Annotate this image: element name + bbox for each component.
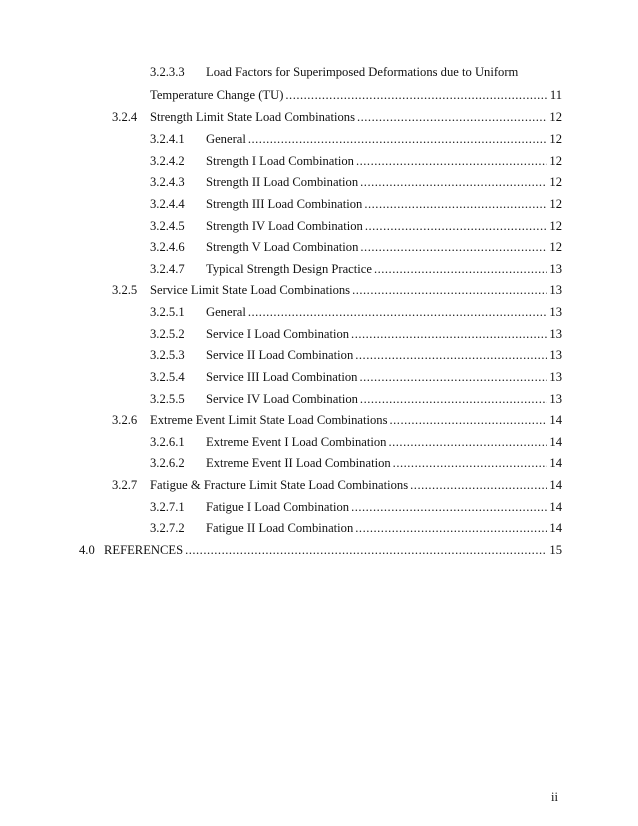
toc-entry[interactable] xyxy=(0,432,638,452)
toc-page-number: 14 xyxy=(549,500,562,514)
toc-section-number: 3.2.5.3 xyxy=(150,348,185,362)
dot-leader xyxy=(374,259,547,279)
toc-page-number: 11 xyxy=(549,88,562,102)
dot-leader xyxy=(357,107,547,127)
toc-section-number: 3.2.7.2 xyxy=(150,521,185,535)
toc-section-number: 4.0 xyxy=(79,543,95,557)
toc-page-number: 13 xyxy=(549,370,562,384)
toc-page-number: 14 xyxy=(549,456,562,470)
toc-entry[interactable] xyxy=(0,172,638,192)
toc-section-number: 3.2.4.5 xyxy=(150,219,185,233)
toc-section-number: 3.2.4.6 xyxy=(150,240,185,254)
toc-section-number: 3.2.4.4 xyxy=(150,197,185,211)
toc-page-number: 12 xyxy=(549,175,562,189)
toc-section-number: 3.2.5.5 xyxy=(150,392,185,406)
dot-leader xyxy=(185,540,547,560)
toc-entry[interactable] xyxy=(0,497,638,517)
toc-entry[interactable] xyxy=(0,151,638,171)
toc-entry[interactable] xyxy=(0,367,638,387)
dot-leader xyxy=(410,475,547,495)
dot-leader xyxy=(356,151,547,171)
toc-title: Extreme Event Limit State Load Combinations xyxy=(150,413,388,427)
toc-section-number: 3.2.4 xyxy=(112,110,138,124)
toc-title: Fatigue I Load Combination xyxy=(206,500,350,514)
toc-entry[interactable] xyxy=(0,475,638,495)
toc-title: Fatigue II Load Combination xyxy=(206,521,354,535)
toc-title: Extreme Event I Load Combination xyxy=(206,435,387,449)
toc-title: Service I Load Combination xyxy=(206,327,350,341)
toc-entry[interactable] xyxy=(0,518,638,538)
toc-title: Extreme Event II Load Combination xyxy=(206,456,391,470)
dot-leader xyxy=(360,389,547,409)
dot-leader xyxy=(365,216,548,236)
toc-page-number: 15 xyxy=(549,543,562,557)
toc-section-number: 3.2.3.3 xyxy=(150,65,185,79)
toc-entry[interactable] xyxy=(0,345,638,365)
dot-leader xyxy=(351,324,547,344)
toc-title: Service Limit State Load Combinations xyxy=(150,283,351,297)
toc-page-number: 12 xyxy=(549,110,562,124)
toc-page-number: 14 xyxy=(549,435,562,449)
toc-page-number: 12 xyxy=(549,197,562,211)
toc-page-number: 14 xyxy=(549,478,562,492)
toc-entry[interactable] xyxy=(0,85,638,105)
toc-page-number: 12 xyxy=(549,154,562,168)
toc-entry[interactable] xyxy=(0,540,638,560)
toc-title: Service III Load Combination xyxy=(206,370,358,384)
toc-entry[interactable] xyxy=(0,194,638,214)
dot-leader xyxy=(360,237,547,257)
dot-leader xyxy=(352,280,547,300)
toc-entry[interactable] xyxy=(0,389,638,409)
toc-section-number: 3.2.7.1 xyxy=(150,500,185,514)
toc-page-number: 14 xyxy=(549,413,562,427)
toc-entry[interactable] xyxy=(0,62,638,82)
toc-page-number: 12 xyxy=(549,240,562,254)
toc-entry[interactable] xyxy=(0,453,638,473)
dot-leader xyxy=(351,497,547,517)
toc-title: Service II Load Combination xyxy=(206,348,354,362)
page-number: ii xyxy=(551,790,558,804)
toc-title: General xyxy=(206,132,246,146)
toc-title: Service IV Load Combination xyxy=(206,392,358,406)
toc-entry[interactable] xyxy=(0,259,638,279)
toc-entry[interactable] xyxy=(0,324,638,344)
toc-section-number: 3.2.4.1 xyxy=(150,132,185,146)
toc-title: Typical Strength Design Practice xyxy=(206,262,372,276)
toc-entry[interactable] xyxy=(0,107,638,127)
toc-entry[interactable] xyxy=(0,129,638,149)
toc-section-number: 3.2.7 xyxy=(112,478,138,492)
toc-page-number: 13 xyxy=(549,283,562,297)
dot-leader xyxy=(355,345,547,365)
toc-title: Strength II Load Combination xyxy=(206,175,359,189)
dot-leader xyxy=(248,129,548,149)
toc-page-number: 13 xyxy=(549,392,562,406)
toc-section-number: 3.2.5.4 xyxy=(150,370,185,384)
toc-title: REFERENCES xyxy=(104,543,184,557)
toc-page-number: 14 xyxy=(549,521,562,535)
toc-page-number: 12 xyxy=(549,219,562,233)
dot-leader xyxy=(248,302,548,322)
toc-entry[interactable] xyxy=(0,280,638,300)
toc-title: Strength IV Load Combination xyxy=(206,219,363,233)
toc-title: Fatigue & Fracture Limit State Load Combinations xyxy=(150,478,409,492)
dot-leader xyxy=(359,367,547,387)
dot-leader xyxy=(364,194,547,214)
dot-leader xyxy=(360,172,547,192)
toc-section-number: 3.2.6 xyxy=(112,413,138,427)
dot-leader xyxy=(355,518,547,538)
toc-title: Strength V Load Combination xyxy=(206,240,359,254)
toc-title: Temperature Change (TU) xyxy=(150,88,284,102)
toc-section-number: 3.2.4.3 xyxy=(150,175,185,189)
toc-section-number: 3.2.4.7 xyxy=(150,262,185,276)
toc-section-number: 3.2.5.2 xyxy=(150,327,185,341)
dot-leader xyxy=(388,432,547,452)
toc-entry[interactable] xyxy=(0,410,638,430)
toc-section-number: 3.2.5 xyxy=(112,283,138,297)
toc-section-number: 3.2.6.1 xyxy=(150,435,185,449)
toc-title: Strength I Load Combination xyxy=(206,154,354,168)
dot-leader xyxy=(393,453,548,473)
toc-section-number: 3.2.4.2 xyxy=(150,154,185,168)
toc-page-number: 13 xyxy=(549,348,562,362)
toc-page-number: 13 xyxy=(549,305,562,319)
toc-entry[interactable] xyxy=(0,237,638,257)
toc-title: Load Factors for Superimposed Deformations due to Uniform xyxy=(206,65,519,79)
toc-section-number: 3.2.5.1 xyxy=(150,305,185,319)
toc-page-number: 13 xyxy=(549,262,562,276)
toc-title: Strength Limit State Load Combinations xyxy=(150,110,355,124)
toc-title: General xyxy=(206,305,246,319)
dot-leader xyxy=(390,410,548,430)
toc-section-number: 3.2.6.2 xyxy=(150,456,185,470)
toc-page-number: 13 xyxy=(549,327,562,341)
toc-page-number: 12 xyxy=(549,132,562,146)
toc-title: Strength III Load Combination xyxy=(206,197,363,211)
toc-entry[interactable] xyxy=(0,216,638,236)
dot-leader xyxy=(285,85,547,105)
toc-entry[interactable] xyxy=(0,302,638,322)
